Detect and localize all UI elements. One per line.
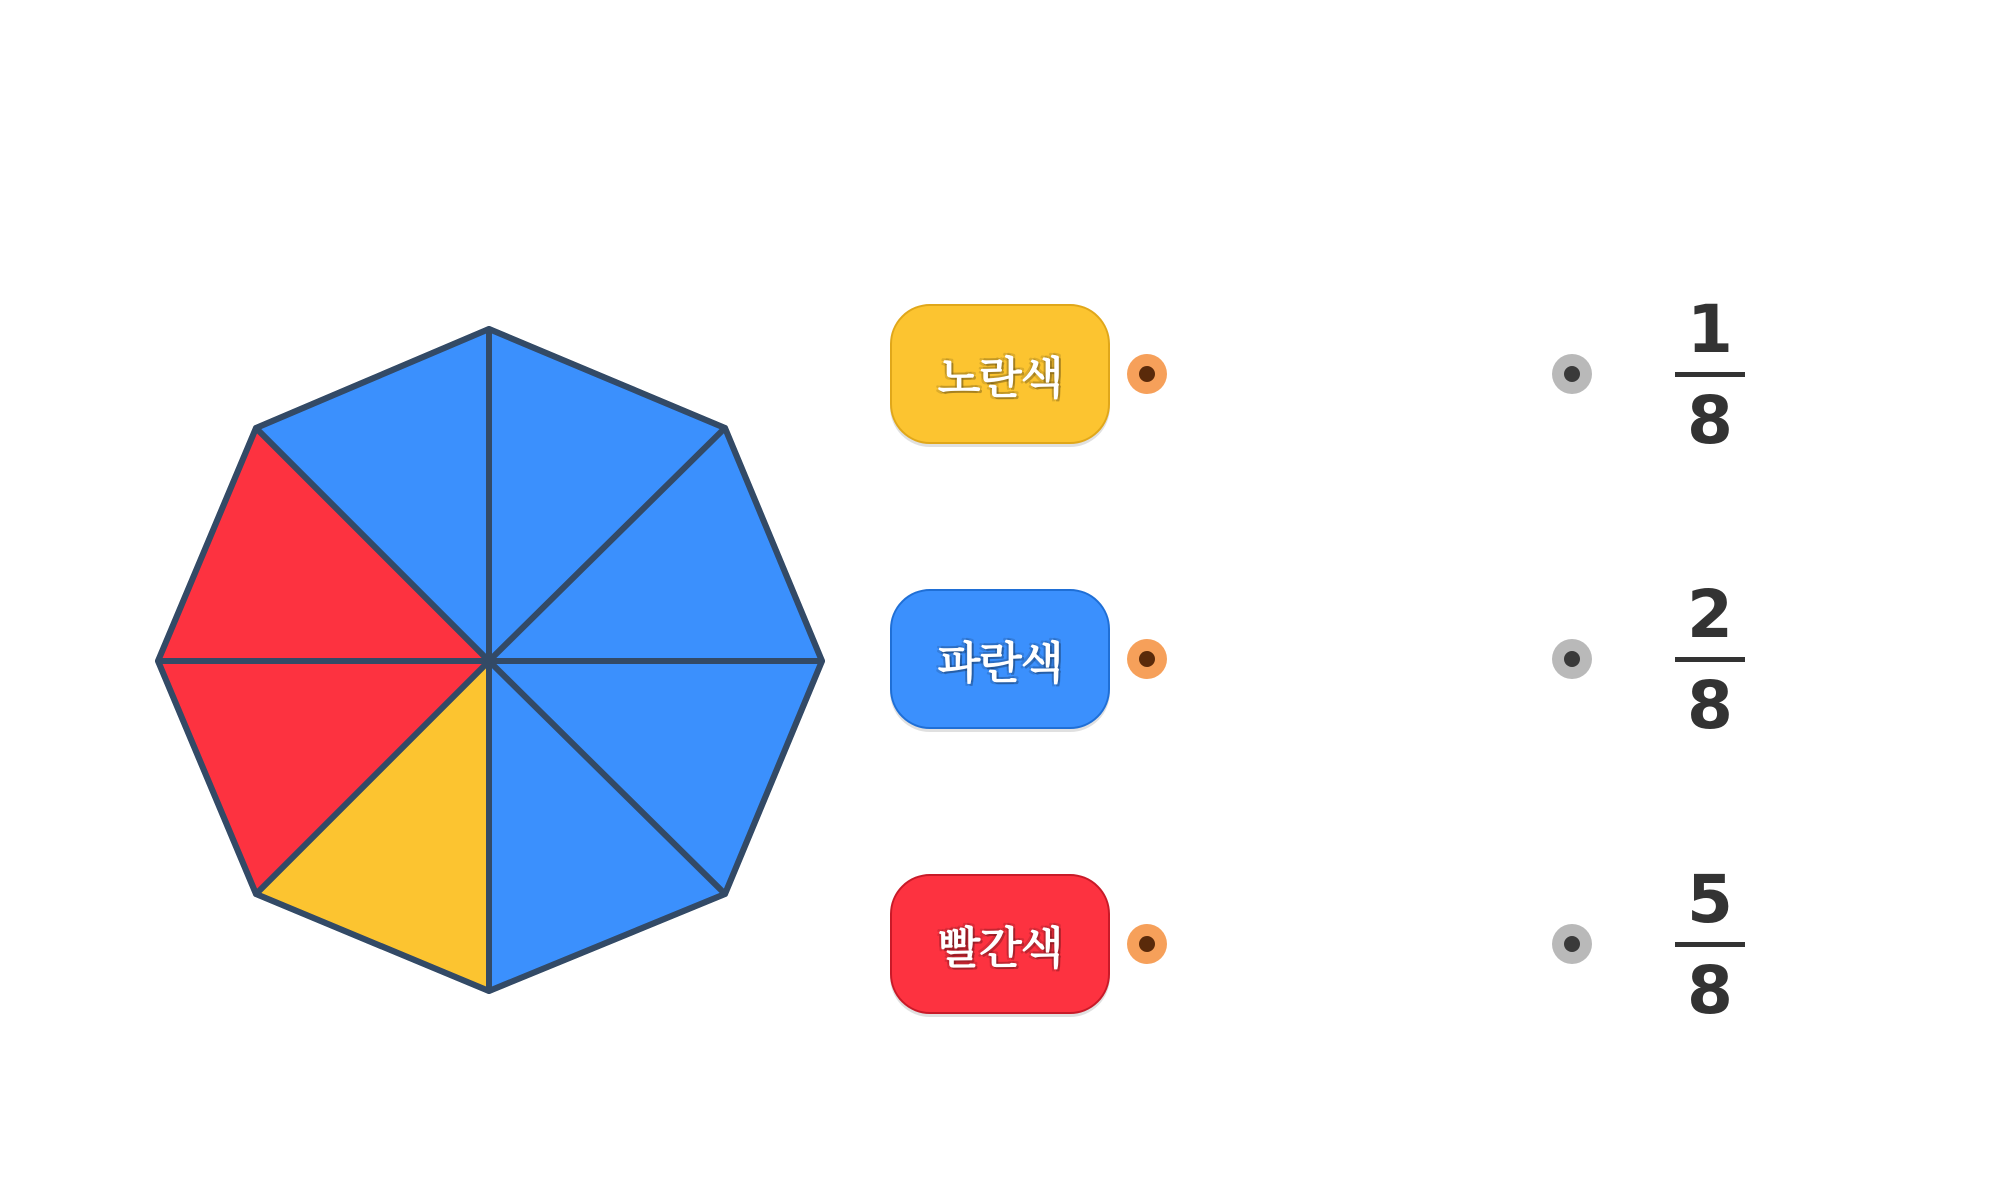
fraction-bar — [1675, 657, 1745, 662]
fraction-denominator: 8 — [1687, 382, 1733, 459]
yellow-label-text: 노란색 — [937, 353, 1063, 404]
blue-label-button[interactable] — [890, 589, 1110, 729]
fraction-numerator: 5 — [1687, 861, 1733, 938]
fraction-denominator: 8 — [1687, 667, 1733, 744]
fraction-numerator: 1 — [1687, 291, 1733, 368]
fraction-denominator: 8 — [1687, 952, 1733, 1029]
yellow-connector-dot[interactable] — [1127, 354, 1167, 394]
fraction-1-connector-dot[interactable] — [1552, 354, 1592, 394]
red-connector-dot[interactable] — [1127, 924, 1167, 964]
fraction-bar — [1675, 942, 1745, 947]
fraction-2-eighths[interactable] — [1672, 576, 1748, 744]
red-label-button[interactable] — [890, 874, 1110, 1014]
fraction-numerator: 2 — [1687, 576, 1733, 653]
blue-connector-dot[interactable] — [1127, 639, 1167, 679]
fraction-2-connector-dot[interactable] — [1552, 639, 1592, 679]
blue-label-text: 파란색 — [937, 638, 1063, 689]
yellow-label-button[interactable] — [890, 304, 1110, 444]
red-label-text: 빨간색 — [937, 923, 1063, 974]
fraction-1-eighth[interactable] — [1672, 291, 1748, 459]
fraction-bar — [1675, 372, 1745, 377]
fraction-5-eighths[interactable] — [1672, 861, 1748, 1029]
fraction-3-connector-dot[interactable] — [1552, 924, 1592, 964]
